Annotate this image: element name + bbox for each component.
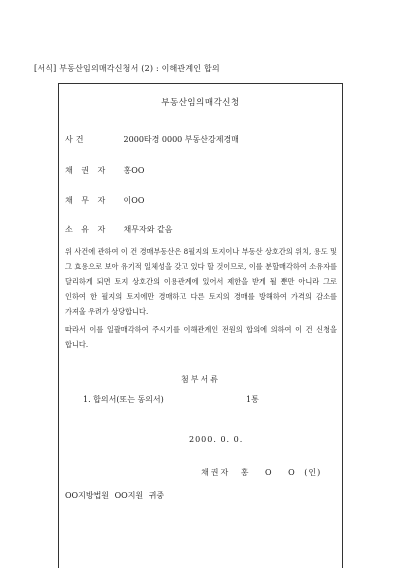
field-case [65,134,239,145]
field-value: 2000타경 0000 부동산강제경매 [123,135,239,144]
attachment-item: 1. 합의서(또는 동의서) [83,395,164,404]
attachment-count: 1통 [246,395,259,404]
field-label: 소 유 자 [65,225,109,234]
filing-date: 2000. 0. 0. [189,435,244,444]
field-value: 이OO [123,196,145,205]
field-label: 사건 [65,135,87,144]
field-owner [65,224,172,235]
field-label: 채 무 자 [65,196,109,205]
field-value: 홍OO [123,166,145,175]
form-header: [서식] 부동산임의매각신청서 (2) : 이해관계인 합의 [34,64,220,73]
court-addressee: OO지방법원 OO지원 귀중 [65,491,165,500]
body-paragraph-reason: 위 사건에 관하여 이 건 경매부동산은 8필지의 토지이나 부동산 상호간의 위치, 용도 및 그 효용으로 보아 유기적 일체성을 갖고 있다 할 것이므로, 이를 분할매각하여 소유자를 달리하게 되면 토지 상호간의 이용관계에 있어서 제한을 받게 될 뿐만 아니라 그로 인하여 한 필지의 토지에만 경매하고 다른 토지의 경매를 방해하여 가격의 감소를 가져올 우려가 상당합니다. [65,247,337,316]
field-debtor [65,195,144,206]
attachments-title: 첨부서류 [181,375,220,384]
document-frame [58,83,343,568]
signature-line [201,467,321,478]
body-paragraph-request: 따라서 이를 일괄매각하여 주시기를 이해관계인 전원의 합의에 의하여 이 건 신청을 합니다. [65,325,337,349]
document-title: 부동산임의매각신청 [161,98,240,108]
signer-name: 홍 O O [240,468,302,477]
field-value: 채무자와 같음 [123,225,173,234]
field-label: 채 권 자 [65,166,109,175]
field-creditor [65,165,144,176]
seal-mark: (인) [304,468,322,477]
signer-role: 채권자 [201,468,231,477]
